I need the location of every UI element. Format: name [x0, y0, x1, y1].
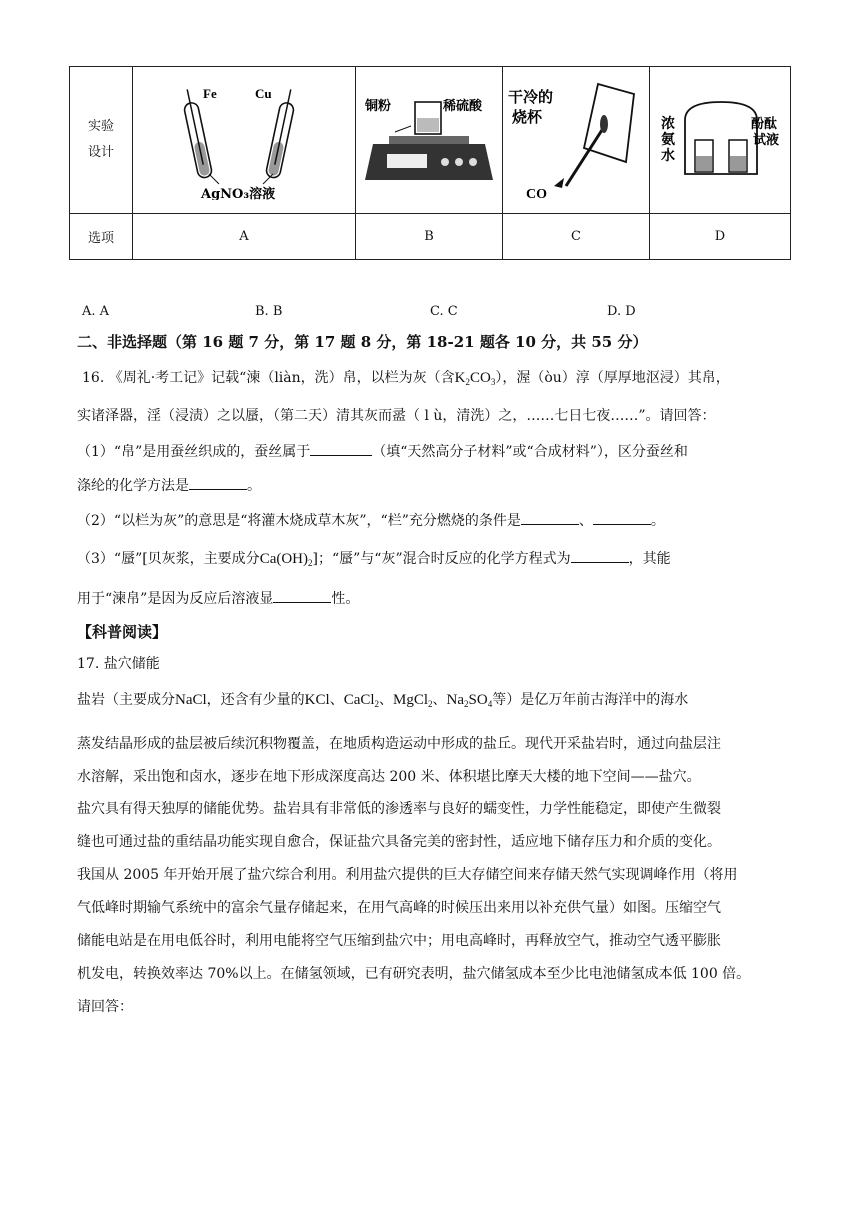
copper-powder-label: 铜粉: [365, 99, 392, 114]
label-line: 实验: [87, 119, 114, 134]
q17-para-line8: 储能电站是在用电低谷时，利用电能将空气压缩到盐穴中；用电高峰时，再释放空气，推动空气透平膨胀: [77, 933, 721, 949]
q16-line1: [82, 367, 730, 387]
text: 3: [490, 377, 496, 387]
dilute-sulfuric-acid-label: 稀硫酸: [443, 99, 483, 114]
figure-c-co-combustion: [506, 78, 646, 203]
q16-line4: [77, 475, 261, 495]
answer-blank[interactable]: [593, 512, 651, 525]
q17-title: 17. 盐穴储能: [77, 656, 160, 672]
text: 涤纶的化学方法是: [77, 478, 189, 494]
text: ，其能: [628, 551, 671, 567]
text: 盐岩（主要成分: [77, 692, 175, 708]
q16-line3: [77, 441, 688, 461]
text: （1）“帛”是用蚕丝织成的，蚕丝属于: [77, 444, 311, 460]
text: CO: [469, 370, 491, 386]
text: 、: [329, 692, 344, 708]
choice-d[interactable]: D. D: [607, 304, 636, 319]
choice-a[interactable]: A. A: [82, 304, 110, 319]
co-label: CO: [526, 186, 547, 202]
phenolphthalein-label: 酚酞: [751, 117, 778, 132]
text: CaCl: [343, 692, 375, 708]
text: 用于“湅帛”是因为反应后溶液显: [77, 591, 274, 607]
dry-cold-label: 干冷的: [508, 87, 554, 106]
text: ），渥（òu）淳（厚厚地沤浸）其帛，: [495, 370, 730, 386]
answer-blank[interactable]: [521, 512, 579, 525]
text: 、: [379, 692, 394, 708]
beaker-label: 烧杯: [512, 107, 543, 126]
text: 等）是亿万年前古海洋中的海水: [492, 692, 689, 708]
choice-c[interactable]: C. C: [430, 304, 458, 319]
q17-para-line1: [77, 689, 688, 709]
formula-nacl: NaCl: [175, 692, 207, 708]
text: 2: [428, 699, 433, 709]
test-tube-left: [180, 88, 212, 179]
figure-d-cell: [650, 67, 791, 214]
q17-para-line6: 我国从 2005 年开始开展了盐穴综合利用。利用盐穴提供的巨大存储空间来存储天然气实现调峰作用（将用: [77, 867, 738, 883]
text: 2: [465, 377, 470, 387]
flame-icon: [600, 115, 608, 133]
large-beaker-icon: [685, 102, 757, 174]
q17-para-line9: 机发电，转换效率达 70%以上。在储氢领域，已有研究表明，盐穴储氢成本至少比电池储氢成本低 100 倍。: [77, 966, 751, 982]
option-a: A: [133, 214, 356, 260]
text: Ca: [259, 551, 277, 567]
agno3-solution-label: AgNO₃溶液: [201, 187, 276, 200]
answer-blank[interactable]: [273, 590, 331, 603]
test-solution-label: 试液: [753, 133, 780, 148]
text: MgCl: [393, 692, 429, 708]
text: 2: [308, 558, 313, 568]
formula-k2co3: [455, 370, 496, 386]
text: 2: [464, 699, 469, 709]
answer-blank[interactable]: [189, 477, 247, 490]
q16-line7: [77, 588, 359, 608]
figure-b-balance: [359, 80, 499, 200]
text: （2）“以栏为灰”的意思是“将灌木烧成草木灰”，“栏”充分燃烧的条件是: [77, 513, 521, 529]
text: 、: [432, 692, 447, 708]
fe-label: Fe: [203, 86, 217, 101]
text: 。: [650, 513, 665, 529]
q16-line2: 实诸泽器，淫（浸渍）之以蜃，（第二天）清其灰而盝（ l ù，清洗）之，……七日七夜……”。请回答：: [77, 408, 716, 424]
text: (OH): [276, 551, 309, 567]
q17-para-line3: 水溶解，采出饱和卤水，逐步在地下形成深度高达 200 米、体积堪比摩天大楼的地下空间——盐穴。: [77, 769, 701, 785]
formula-na2so4: [447, 692, 493, 708]
text: ，还含有少量的: [206, 692, 305, 708]
text: 。: [247, 478, 261, 494]
option-d: D: [650, 214, 791, 260]
q16-line5: [77, 510, 665, 530]
q17-para-line2: 蒸发结晶形成的盐层被后续沉积物覆盖，在地质构造运动中形成的盐丘。现代开采盐岩时，通过向盐层注: [77, 736, 721, 752]
section-heading: 二、非选择题（第 16 题 7 分，第 17 题 8 分，第 18-21 题各 10 分，共 55 分）: [77, 333, 648, 351]
answer-blank[interactable]: [571, 550, 629, 563]
text: （3）“蜃”[贝灰浆，主要成分: [77, 551, 260, 567]
text: SO: [468, 692, 488, 708]
cu-label: Cu: [255, 86, 272, 101]
formula-mgcl2: [393, 692, 433, 708]
inverted-beaker-icon: [584, 84, 634, 162]
text: 4: [487, 699, 493, 709]
row-label-option: 选项: [70, 214, 133, 260]
experiment-table: [69, 66, 791, 260]
q17-para-line5: 缝也可通过盐的重结晶功能实现自愈合，保证盐穴具备完美的密封性，适应地下储存压力和介质的变化。: [77, 834, 721, 850]
text: （填“天然高分子材料”或“合成材料”），区分蚕丝和: [372, 444, 688, 460]
text: 性。: [331, 591, 360, 607]
figure-a-test-tubes: [169, 80, 319, 200]
option-c: C: [503, 214, 650, 260]
row-label-design: [70, 67, 133, 214]
figure-d-ammonia-phenolphthalein: [655, 80, 785, 200]
figure-a-cell: [133, 67, 356, 214]
q17-para-line10: 请回答：: [77, 999, 133, 1015]
figure-b-cell: [356, 67, 503, 214]
text: 2: [374, 699, 380, 709]
answer-blank[interactable]: [310, 443, 372, 456]
text: 16. 《周礼·考工记》记载“湅（liàn，洗）帛，以栏为灰（含: [82, 370, 455, 386]
option-b: B: [356, 214, 503, 260]
kepu-heading: 【科普阅读】: [77, 623, 168, 641]
q17-para-line4: 盐穴具有得天独厚的储能优势。盐岩具有非常低的渗透率与良好的蠕变性，力学性能稳定，即使产生微裂: [77, 801, 721, 817]
conc-label: 浓: [661, 116, 675, 132]
water-label: 水: [661, 148, 675, 164]
text: Na: [446, 692, 465, 708]
choice-b[interactable]: B. B: [255, 304, 283, 319]
formula-caoh2: [260, 551, 313, 567]
figure-c-cell: [503, 67, 650, 214]
formula-cacl2: [344, 692, 379, 708]
formula-kcl: KCl: [304, 692, 330, 708]
test-tube-right: [265, 88, 297, 179]
text: ]；“蜃”与“灰”混合时反应的化学方程式为: [312, 551, 571, 567]
q16-line6: [77, 548, 671, 568]
q17-para-line7: 气低峰时期输气系统中的富余气量存储起来，在用气高峰的时候压出来用以补充供气量）如图。压缩空气: [77, 900, 721, 916]
label-line: 设计: [87, 145, 114, 160]
ammonia-label: 氨: [661, 132, 675, 148]
text: 、: [578, 513, 593, 529]
text: K: [454, 370, 466, 386]
